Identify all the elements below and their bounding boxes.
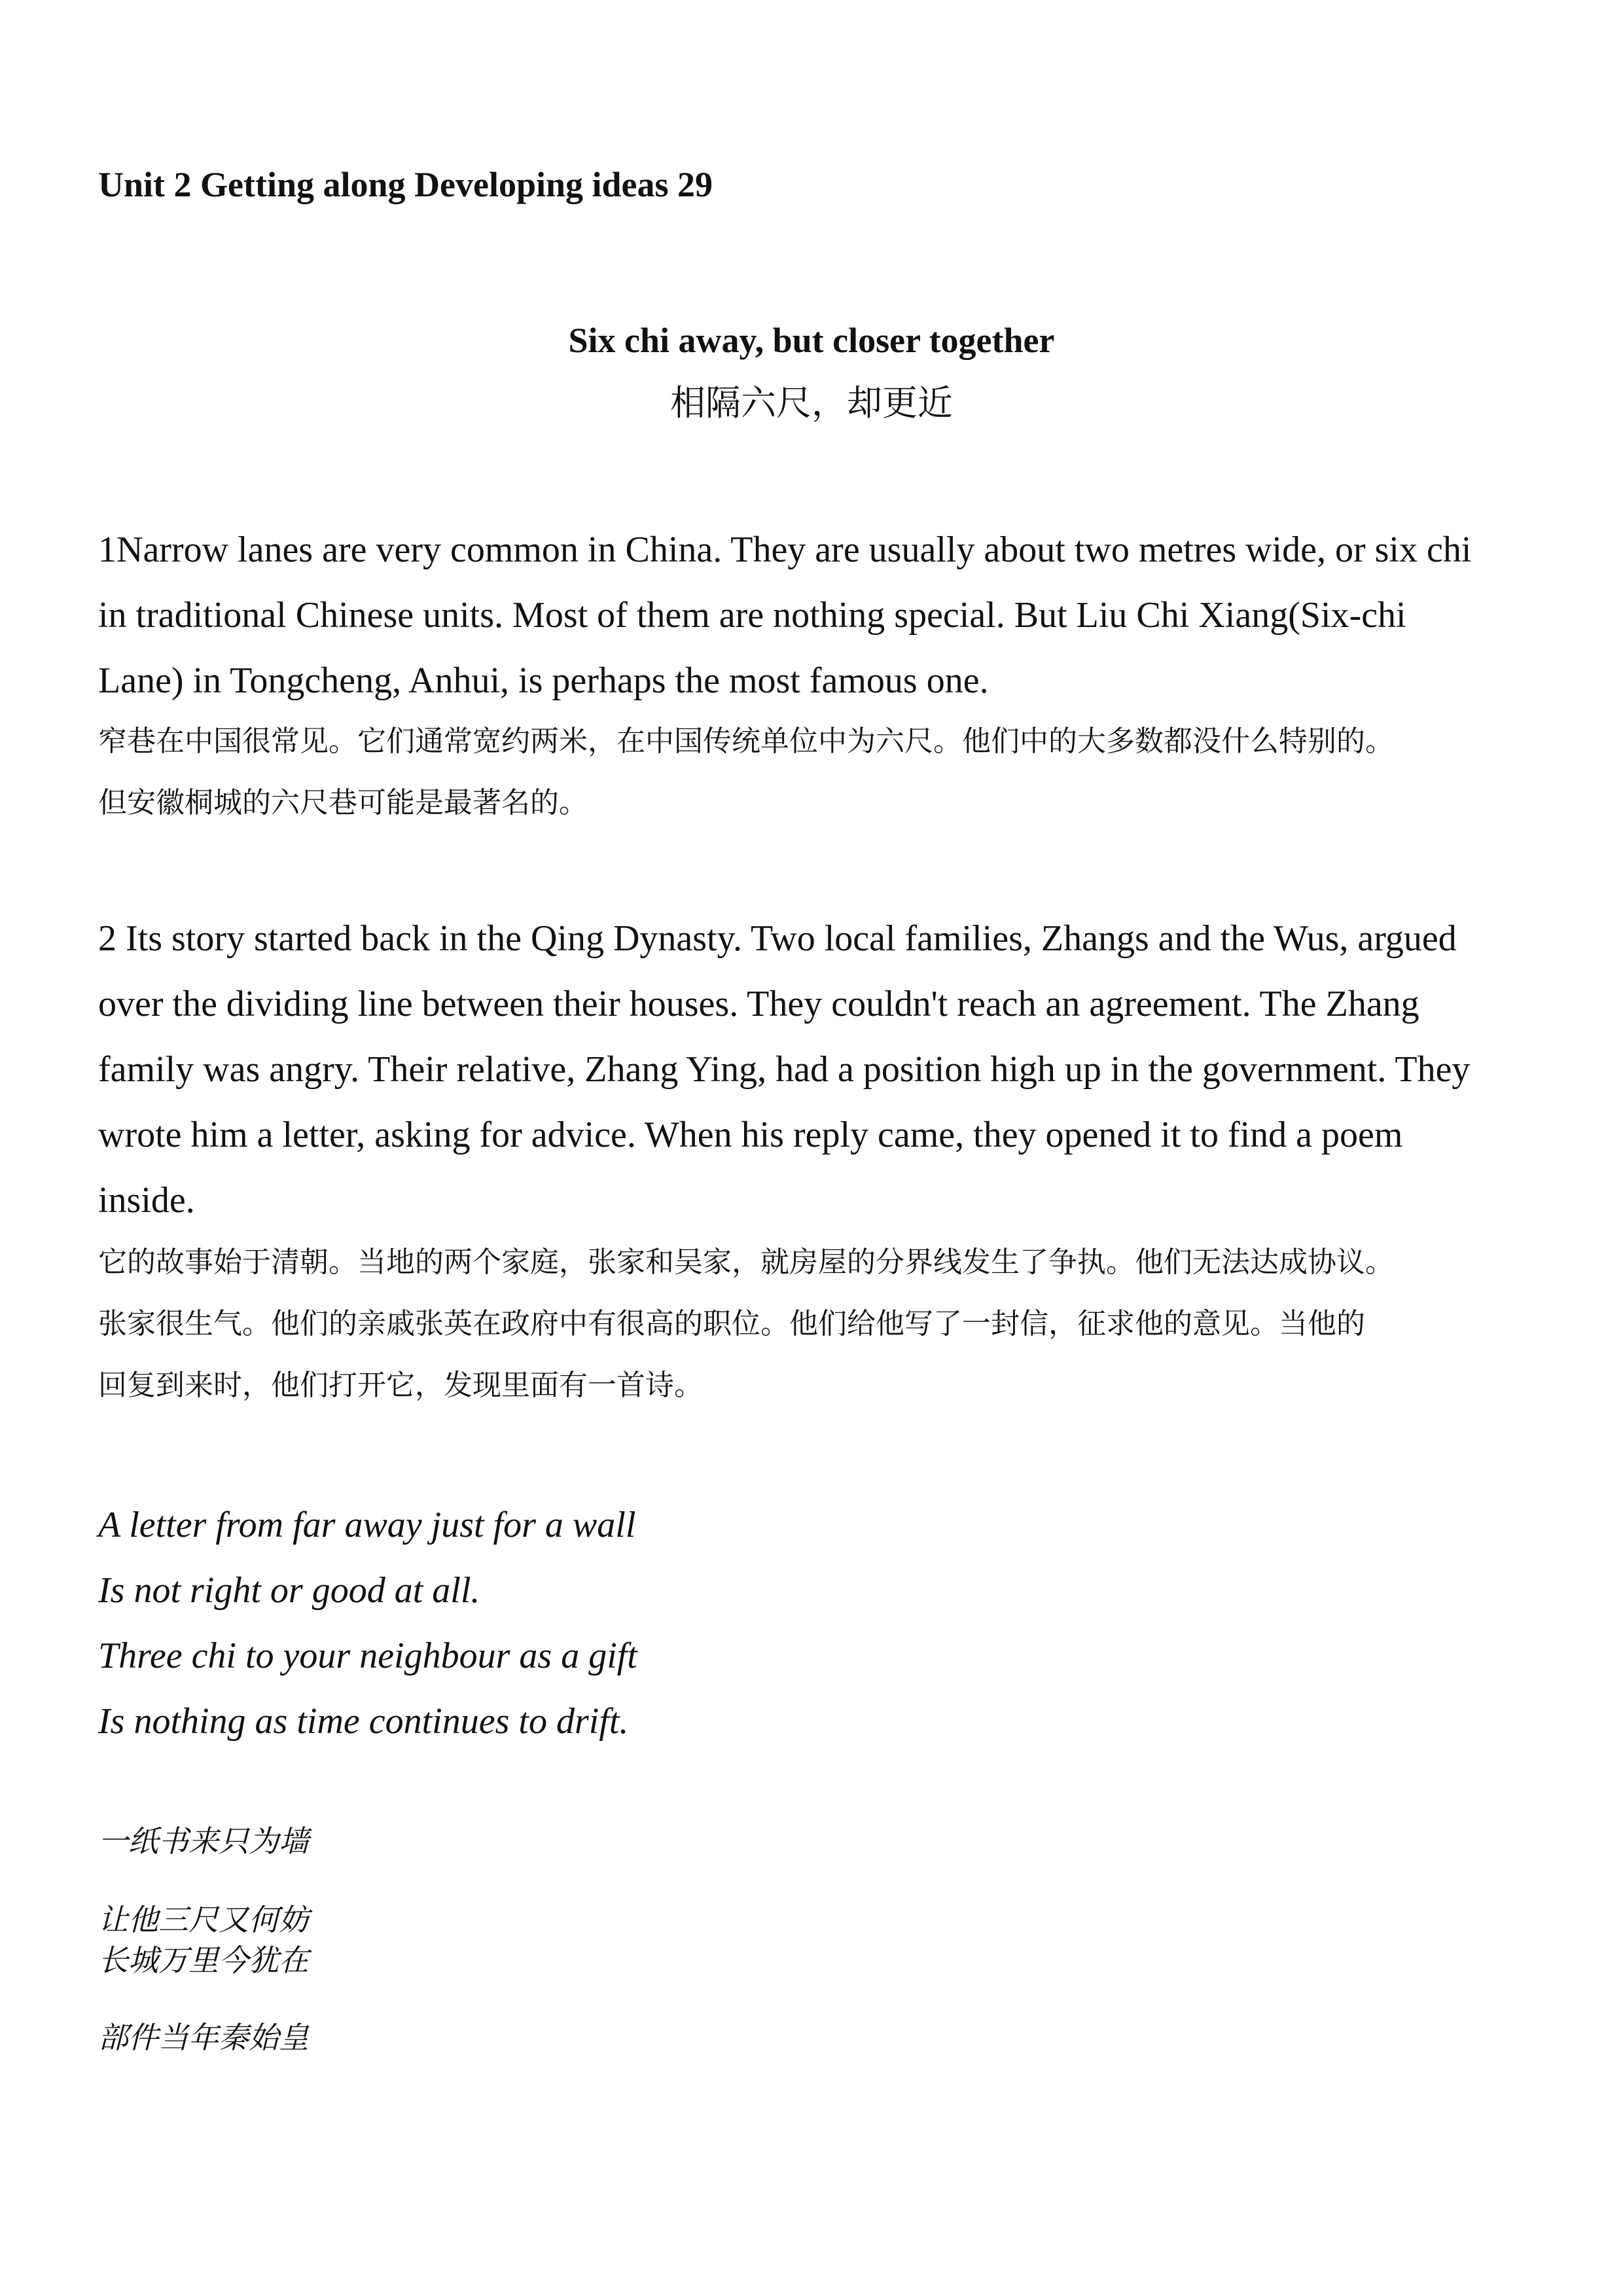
paragraph-2-english-line: wrote him a letter, asking for advice. When his reply came, they opened it to find a poem — [98, 1115, 1403, 1155]
paragraph-1-english — [98, 517, 1538, 713]
unit-heading: Unit 2 Getting along Developing ideas 29 — [98, 165, 713, 204]
paragraph-2-english-line: 2 Its story started back in the Qing Dynasty. Two local families, Zhangs and the Wus, argued — [98, 918, 1457, 959]
poem-english-line: Is nothing as time continues to drift. — [98, 1701, 629, 1742]
poem-english-line: A letter from far away just for a wall — [98, 1505, 636, 1545]
paragraph-1-chinese-line: 但安徽桐城的六尺巷可能是最著名的。 — [98, 786, 588, 819]
paragraph-2-english-line: family was angry. Their relative, Zhang Ying, had a position high up in the government. They — [98, 1049, 1471, 1090]
paragraph-2-chinese-line: 张家很生气。他们的亲戚张英在政府中有很高的职位。他们给他写了一封信，征求他的意见。当他的 — [98, 1307, 1365, 1340]
poem-chinese-line: 让他三尺又何妨 — [98, 1902, 309, 1937]
paragraph-2-chinese — [98, 1232, 1558, 1416]
article-title-chinese: 相隔六尺，却更近 — [670, 382, 953, 423]
paragraph-2-chinese-line: 它的故事始于清朝。当地的两个家庭，张家和吴家，就房屋的分界线发生了争执。他们无法达成协议。 — [98, 1246, 1394, 1279]
paragraph-2-english-line: over the dividing line between their houses. They couldn't reach an agreement. The Zhang — [98, 984, 1419, 1024]
paragraph-1-english-line: in traditional Chinese units. Most of them are nothing special. But Liu Chi Xiang(Six-chi — [98, 595, 1406, 636]
paragraph-2-english — [98, 906, 1538, 1233]
paragraph-2-chinese-line: 回复到来时，他们打开它，发现里面有一首诗。 — [98, 1369, 703, 1402]
poem-english — [98, 1492, 637, 1754]
poem-chinese-line: 部件当年秦始皇 — [98, 2020, 309, 2055]
paragraph-1-chinese-line: 窄巷在中国很常见。它们通常宽约两米，在中国传统单位中为六尺。他们中的大多数都没什么特别的。 — [98, 725, 1394, 758]
paragraph-1-english-line: Lane) in Tongcheng, Anhui, is perhaps the most famous one. — [98, 660, 989, 701]
article-title-english: Six chi away, but closer together — [568, 321, 1055, 360]
paragraph-2-english-line: inside. — [98, 1180, 195, 1221]
paragraph-1-chinese — [98, 711, 1558, 834]
poem-chinese-line: 长城万里今犹在 — [98, 1943, 309, 1978]
paragraph-1-english-line: 1Narrow lanes are very common in China. They are usually about two metres wide, or six chi — [98, 529, 1472, 570]
poem-english-line: Three chi to your neighbour as a gift — [98, 1636, 637, 1676]
poem-english-line: Is not right or good at all. — [98, 1570, 480, 1611]
poem-chinese-line: 一纸书来只为墙 — [98, 1823, 309, 1859]
